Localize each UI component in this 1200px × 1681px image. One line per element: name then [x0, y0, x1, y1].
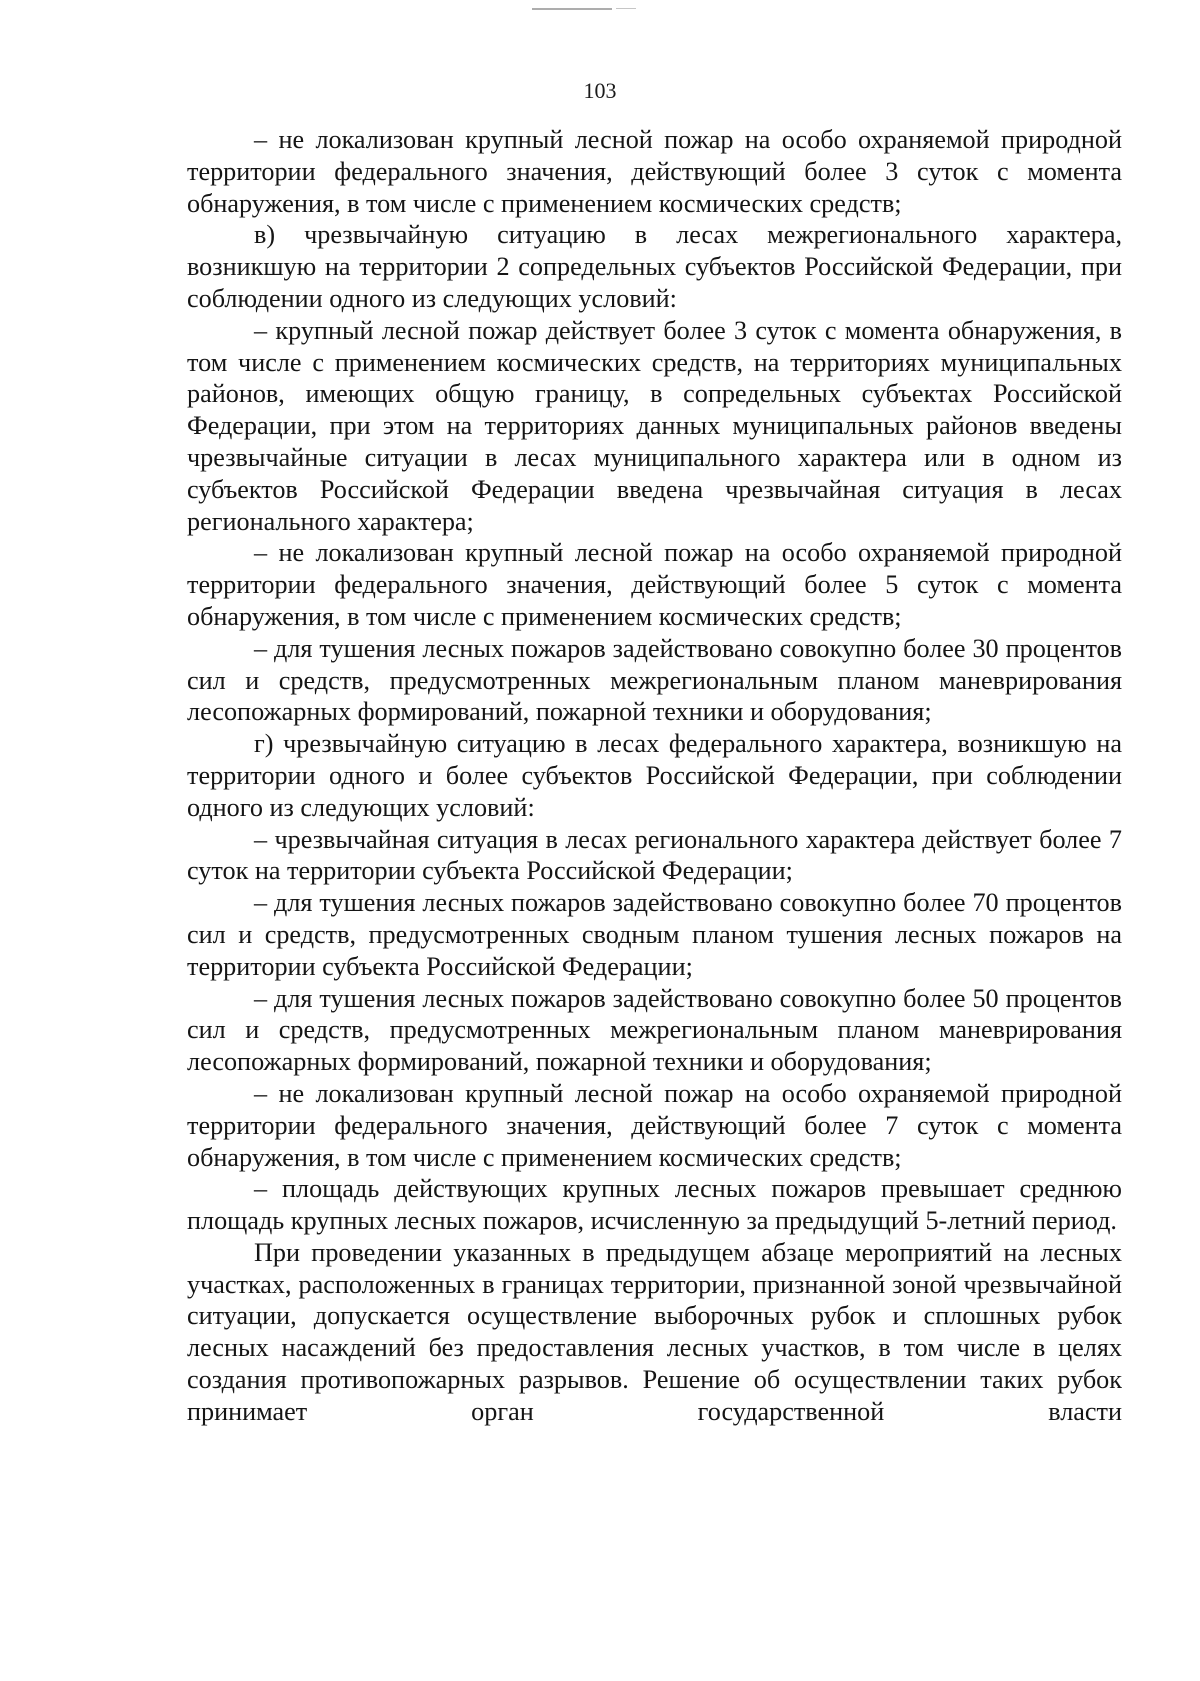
paragraph: в) чрезвычайную ситуацию в лесах межрегионального характера, возникшую на территории 2 сопредельных субъектов Российской Федерации, при соблюдении одного из следующих условий: — [187, 220, 1122, 313]
paragraph: – площадь действующих крупных лесных пожаров превышает среднюю площадь крупных лесных пожаров, исчисленную за предыдущий 5-летний период. — [187, 1174, 1122, 1236]
paragraph: – для тушения лесных пожаров задействовано совокупно более 30 процентов сил и средств, предусмотренных межрегиональным планом маневрирования лесопожарных формирований, пожарной техники и оборудования; — [187, 633, 1122, 727]
paragraph: г) чрезвычайную ситуацию в лесах федерального характера, возникшую на территории одного и более субъектов Российской Федерации, при соблюдении одного из следующих условий: — [187, 729, 1122, 822]
paragraph: – для тушения лесных пожаров задействовано совокупно более 70 процентов сил и средств, предусмотренных сводным планом тушения лесных пожаров на территории субъекта Российской Федерации; — [187, 888, 1122, 981]
scan-artifact — [532, 8, 612, 10]
page-number: 103 — [583, 78, 617, 103]
paragraph: – не локализован крупный лесной пожар на особо охраняемой природной территории федерального значения, действующий более 7 суток с момента обнаружения, в том числе с применением космических средств; — [187, 1078, 1122, 1172]
paragraph: – чрезвычайная ситуация в лесах регионального характера действует более 7 суток на территории субъекта Российской Федерации; — [187, 824, 1122, 886]
paragraph: – для тушения лесных пожаров задействовано совокупно более 50 процентов сил и средств, предусмотренных межрегиональным планом маневрирования лесопожарных формирований, пожарной техники и оборудования; — [187, 983, 1122, 1077]
scan-artifact — [616, 8, 636, 9]
paragraph: – не локализован крупный лесной пожар на особо охраняемой природной территории федерального значения, действующий более 3 суток с момента обнаружения, в том числе с применением космических средств; — [187, 125, 1122, 218]
paragraph: – не локализован крупный лесной пожар на особо охраняемой природной территории федерального значения, действующий более 5 суток с момента обнаружения, в том числе с применением космических средств; — [187, 538, 1122, 631]
paragraph: – крупный лесной пожар действует более 3 суток с момента обнаружения, в том числе с применением космических средств, на территориях муниципальных районов, имеющих общую границу, в сопредельных субъектах Российской Федерации, при этом на территориях данных муниципальных районов введены чрезвычайные ситуации в лесах муниципального характера или в одном из субъектов Российской Федерации введена чрезвычайная ситуация в лесах регионального характера; — [187, 315, 1122, 536]
paragraph: При проведении указанных в предыдущем абзаце мероприятий на лесных участках, расположенных в границах территории, признанной зоной чрезвычайной ситуации, допускается осуществление выборочных рубок и сплошных рубок лесных насаждений без предоставления лесных участков, в том числе в целях создания противопожарных разрывов. Решение об осуществлении таких рубок принимает орган государственной власти — [187, 1237, 1122, 1426]
document-body — [187, 124, 1122, 1428]
